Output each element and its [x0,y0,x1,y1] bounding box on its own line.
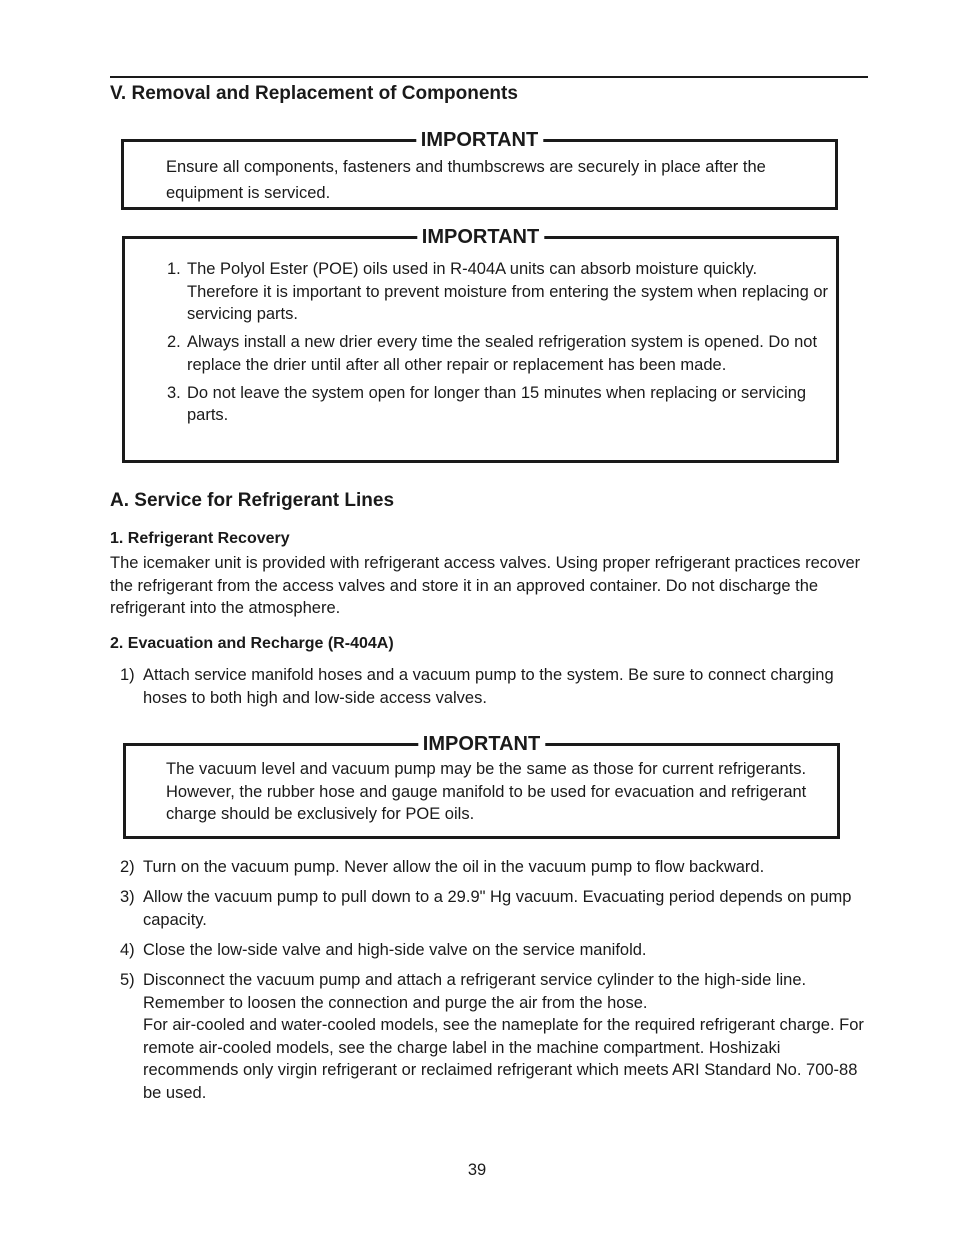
list-item-text: Do not leave the system open for longer than 15 minutes when replacing or servicing parts. [187,383,807,424]
important-label: IMPORTANT [416,128,543,152]
step-number: 4) [120,941,135,959]
evacuation-step-4 [120,939,870,962]
important-box-vacuum [123,733,840,839]
evacuation-step-2 [120,856,870,879]
recovery-paragraph: The icemaker unit is provided with refrigerant access valves. Using proper refrigerant practices recover the refrigerant from the access valves and store it in an approved container. Do not discharge the refrigerant into the atmosphere. [110,554,861,617]
recovery-heading: 1. Refrigerant Recovery [110,530,290,547]
page-number: 39 [467,1161,487,1179]
evacuation-step-5 [120,969,870,1104]
list-item-text: The Polyol Ester (POE) oils used in R-404A units can absorb moisture quickly. Therefore it is important to prevent moisture from entering the system when replacing or servicing parts. [187,260,829,323]
top-rule [110,76,868,78]
step-text: Close the low-side valve and high-side valve on the service manifold. [143,941,647,959]
evacuation-step-1 [120,664,870,709]
evacuation-step-3 [120,886,870,931]
list-item [167,382,832,427]
step-number: 2) [120,858,135,876]
step-text: Attach service manifold hoses and a vacuum pump to the system. Be sure to connect charging hoses to both high and low-side access valves. [143,666,834,707]
list-item [167,331,832,376]
important-list [167,258,832,432]
step-text: Disconnect the vacuum pump and attach a refrigerant service cylinder to the high-side line. Remember to loosen the connection and purge the air from the hose. [143,971,807,1012]
important-label: IMPORTANT [418,732,545,756]
section-title: V. Removal and Replacement of Components [110,83,518,104]
step-text: Allow the vacuum pump to pull down to a 29.9" Hg vacuum. Evacuating period depends on pump capacity. [143,888,852,929]
step-text-continued: For air-cooled and water-cooled models, see the nameplate for the required refrigerant charge. For remote air-cooled models, see the charge label in the machine compartment. Hoshizaki recommends only virgin refrigerant or reclaimed refrigerant which meets ARI Standard No. 700-88 be used. [143,1016,864,1102]
step-text: Turn on the vacuum pump. Never allow the oil in the vacuum pump to flow backward. [143,858,765,876]
step-number: 3) [120,888,135,906]
subsection-title: A. Service for Refrigerant Lines [110,490,395,511]
step-number: 5) [120,971,135,989]
list-item-number: 1. [167,260,181,278]
evacuation-heading: 2. Evacuation and Recharge (R-404A) [110,635,394,652]
list-item [167,258,832,326]
important-label: IMPORTANT [417,225,544,249]
step-number: 1) [120,666,135,684]
important-box-poe-oils [122,226,839,463]
important-text-fasteners: Ensure all components, fasteners and thumbscrews are securely in place after the equipment is serviced. [166,158,766,202]
important-box-fasteners [121,129,838,210]
list-item-number: 2. [167,333,181,351]
important-text-vacuum: The vacuum level and vacuum pump may be the same as those for current refrigerants. However, the rubber hose and gauge manifold to be used for evacuation and refrigerant charge should be exclusively for POE oils. [166,760,807,823]
list-item-number: 3. [167,383,181,402]
list-item-text: Always install a new drier every time the sealed refrigeration system is opened. Do not replace the drier until after all other repair or replacement has been made. [187,333,818,374]
